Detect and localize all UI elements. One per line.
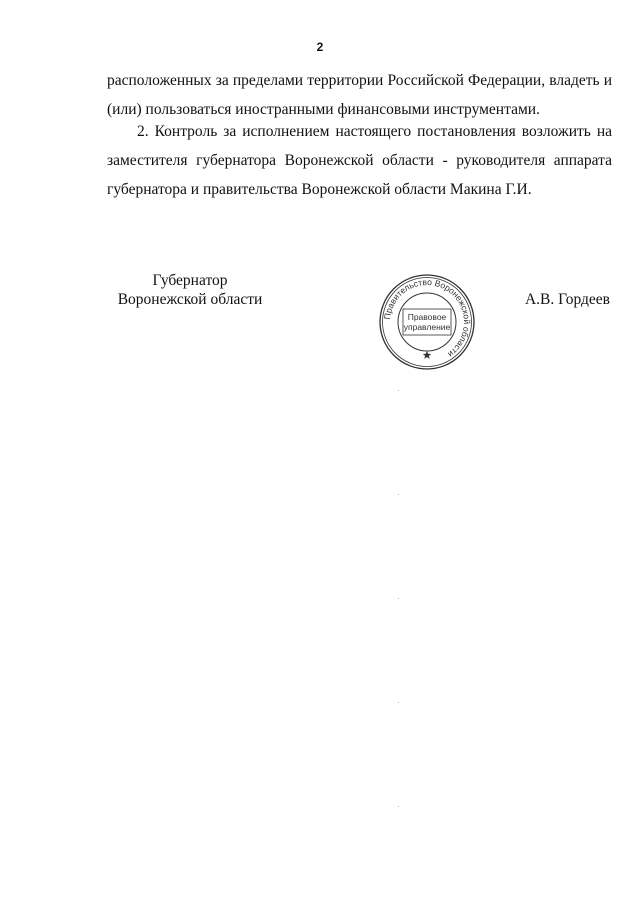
stamp-ring-text: Правительство Воронежской области	[382, 276, 473, 360]
stamp-center-line1: Правовое	[407, 312, 447, 322]
stamp-star-icon	[423, 351, 431, 359]
signatory-title-line2: Воронежской области	[117, 291, 263, 308]
paragraph-item-2	[107, 117, 612, 204]
stamp-seal-icon	[377, 272, 477, 372]
paragraph-item-2-text: 2. Контроль за исполнением настоящего постановления возложить на заместителя губернатора Воронежской области - руководителя аппарата губернатора и правительства Воронежской области Макина Г.И.	[107, 123, 612, 198]
signatory-title-line1: Губернатор	[152, 272, 228, 289]
signer-name: А.В. Гордеев	[524, 291, 610, 308]
page-number: 2	[316, 40, 324, 54]
paragraph-continued-text: расположенных за пределами территории Российской Федерации, владеть и (или) пользоваться иностранными финансовыми инструментами.	[107, 72, 612, 118]
stamp-center-line2: управление	[403, 322, 451, 332]
paragraph-continued	[107, 66, 612, 124]
signatory-title	[100, 271, 280, 309]
official-stamp	[377, 272, 477, 372]
